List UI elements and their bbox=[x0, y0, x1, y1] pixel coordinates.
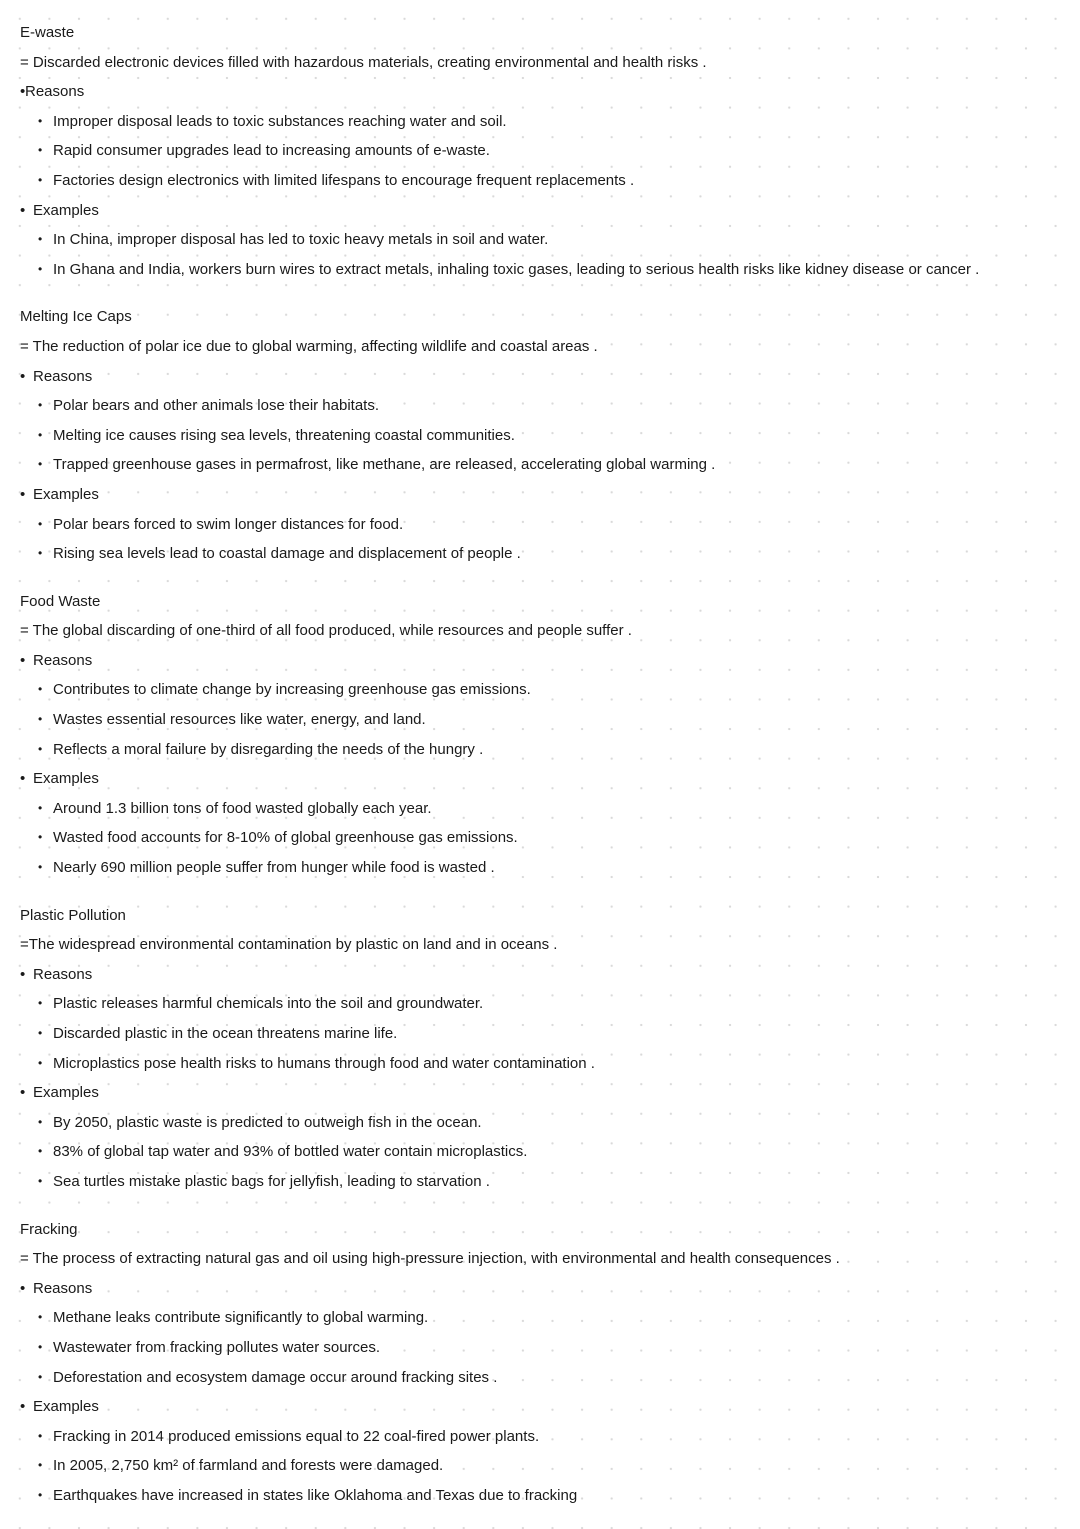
section-definition: = The process of extracting natural gas and oil using high-pressure injection, with environmental and health consequences . bbox=[20, 1250, 840, 1268]
examples-label: Examples bbox=[33, 485, 99, 503]
bullet-icon: • bbox=[38, 232, 43, 247]
reasons-label: Reasons bbox=[33, 651, 93, 669]
section-definition: =The widespread environmental contamination by plastic on land and in oceans . bbox=[20, 936, 558, 954]
bullet-icon: • bbox=[20, 965, 26, 983]
list-item bbox=[0, 989, 1080, 1019]
bullet-icon: • bbox=[38, 143, 43, 158]
list-item-text: Discarded plastic in the ocean threatens marine life. bbox=[53, 1025, 398, 1042]
reasons-label: Reasons bbox=[33, 965, 93, 983]
section-food-waste bbox=[0, 587, 1080, 883]
list-item bbox=[0, 391, 1080, 421]
list-item bbox=[0, 1451, 1080, 1481]
list-item bbox=[0, 1049, 1080, 1079]
bullet-icon: • bbox=[20, 83, 26, 101]
examples-heading bbox=[0, 1392, 1080, 1422]
list-item bbox=[0, 1167, 1080, 1197]
section-title: Fracking bbox=[20, 1220, 78, 1238]
bullet-icon: • bbox=[20, 651, 26, 669]
list-item bbox=[0, 1333, 1080, 1363]
bullet-icon: • bbox=[38, 546, 43, 561]
list-item bbox=[0, 421, 1080, 451]
reasons-label: Reasons bbox=[25, 83, 85, 101]
section-title: Food Waste bbox=[20, 592, 101, 610]
list-item-text: Polar bears forced to swim longer distances for food. bbox=[53, 515, 404, 533]
bullet-icon: • bbox=[38, 457, 43, 472]
bullet-icon: • bbox=[20, 1084, 26, 1102]
list-item-text: 83% of global tap water and 93% of bottled water contain microplastics. bbox=[53, 1143, 528, 1161]
section-fracking bbox=[0, 1215, 1080, 1511]
section-plastic-pollution bbox=[0, 901, 1080, 1197]
list-item-text: Deforestation and ecosystem damage occur around fracking sites . bbox=[53, 1368, 498, 1386]
bullet-icon: • bbox=[20, 1279, 26, 1297]
list-item-text: Rising sea levels lead to coastal damage and displacement of people . bbox=[53, 545, 521, 563]
bullet-icon: • bbox=[38, 113, 43, 128]
bullet-icon: • bbox=[38, 1428, 43, 1443]
bullet-icon: • bbox=[38, 741, 43, 756]
list-item bbox=[0, 1137, 1080, 1167]
section-definition: = The global discarding of one-third of all food produced, while resources and people suffer . bbox=[20, 622, 632, 640]
bullet-icon: • bbox=[20, 485, 26, 503]
bullet-icon: • bbox=[38, 516, 43, 531]
list-item-text: Nearly 690 million people suffer from hunger while food is wasted . bbox=[53, 859, 495, 877]
bullet-icon: • bbox=[20, 770, 26, 788]
bullet-icon: • bbox=[38, 427, 43, 442]
list-item bbox=[0, 1019, 1080, 1049]
examples-label: Examples bbox=[33, 770, 99, 788]
list-item-text: Improper disposal leads to toxic substances reaching water and soil. bbox=[53, 112, 507, 130]
section-definition: = Discarded electronic devices filled with hazardous materials, creating environmental and health risks . bbox=[20, 53, 707, 71]
list-item-text: In Ghana and India, workers burn wires to extract metals, inhaling toxic gases, leading to serious health risks like kidney disease or cancer . bbox=[53, 260, 980, 278]
list-item-text: Plastic releases harmful chemicals into the soil and groundwater. bbox=[53, 995, 484, 1013]
list-item-text: Rapid consumer upgrades lead to increasing amounts of e-waste. bbox=[53, 142, 490, 160]
list-item bbox=[0, 1108, 1080, 1138]
list-item bbox=[0, 675, 1080, 705]
list-item-text: Trapped greenhouse gases in permafrost, like methane, are released, accelerating global warming . bbox=[53, 456, 716, 474]
notes-page bbox=[0, 18, 1080, 1529]
bullet-icon: • bbox=[38, 1458, 43, 1473]
bullet-icon: • bbox=[38, 1339, 43, 1354]
list-item bbox=[0, 1481, 1080, 1511]
list-item-text: By 2050, plastic waste is predicted to outweigh fish in the ocean. bbox=[53, 1113, 482, 1131]
bullet-icon: • bbox=[38, 1144, 43, 1159]
list-item-text: In 2005, 2,750 km² of farmland and forests were damaged. bbox=[53, 1457, 444, 1475]
examples-heading bbox=[0, 764, 1080, 794]
list-item bbox=[0, 735, 1080, 765]
list-item-text: Melting ice causes rising sea levels, threatening coastal communities. bbox=[53, 426, 515, 444]
reasons-label: Reasons bbox=[33, 367, 93, 385]
list-item bbox=[0, 705, 1080, 735]
list-item-text: Sea turtles mistake plastic bags for jellyfish, leading to starvation . bbox=[53, 1172, 490, 1190]
list-item-text: Wasted food accounts for 8-10% of global greenhouse gas emissions. bbox=[53, 829, 518, 847]
list-item-text: Reflects a moral failure by disregarding the needs of the hungry . bbox=[53, 740, 484, 758]
list-item-text: Earthquakes have increased in states like Oklahoma and Texas due to fracking bbox=[53, 1486, 578, 1504]
list-item-text: Microplastics pose health risks to humans through food and water contamination . bbox=[53, 1054, 595, 1072]
bullet-icon: • bbox=[38, 1055, 43, 1070]
list-item bbox=[0, 107, 1080, 137]
reasons-label: Reasons bbox=[33, 1279, 93, 1297]
bullet-icon: • bbox=[38, 800, 43, 815]
reasons-heading bbox=[0, 77, 1080, 107]
bullet-icon: • bbox=[38, 1369, 43, 1384]
list-item bbox=[0, 166, 1080, 196]
list-item bbox=[0, 823, 1080, 853]
reasons-heading bbox=[0, 646, 1080, 676]
examples-heading bbox=[0, 480, 1080, 510]
list-item bbox=[0, 794, 1080, 824]
list-item-text: Wastewater from fracking pollutes water sources. bbox=[53, 1338, 381, 1356]
examples-label: Examples bbox=[33, 1084, 99, 1102]
list-item-text: In China, improper disposal has led to toxic heavy metals in soil and water. bbox=[53, 231, 549, 249]
section-definition: = The reduction of polar ice due to global warming, affecting wildlife and coastal areas . bbox=[20, 337, 598, 355]
list-item bbox=[0, 853, 1080, 883]
examples-label: Examples bbox=[33, 1398, 99, 1416]
reasons-heading bbox=[0, 960, 1080, 990]
list-item-text: Factories design electronics with limited lifespans to encourage frequent replacements . bbox=[53, 171, 635, 189]
list-item bbox=[0, 225, 1080, 255]
reasons-heading bbox=[0, 1274, 1080, 1304]
list-item-text: Wastes essential resources like water, energy, and land. bbox=[53, 711, 426, 729]
list-item-text: Methane leaks contribute significantly to global warming. bbox=[53, 1309, 429, 1327]
examples-label: Examples bbox=[33, 201, 99, 219]
bullet-icon: • bbox=[38, 398, 43, 413]
bullet-icon: • bbox=[20, 367, 26, 385]
list-item bbox=[0, 450, 1080, 480]
list-item bbox=[0, 1303, 1080, 1333]
list-item-text: Polar bears and other animals lose their habitats. bbox=[53, 397, 380, 415]
list-item-text: Around 1.3 billion tons of food wasted globally each year. bbox=[53, 799, 432, 817]
section-e-waste bbox=[0, 18, 1080, 284]
bullet-icon: • bbox=[20, 1398, 26, 1416]
examples-heading bbox=[0, 1078, 1080, 1108]
list-item bbox=[0, 539, 1080, 569]
bullet-icon: • bbox=[38, 1173, 43, 1188]
section-melting-ice-caps bbox=[0, 302, 1080, 568]
list-item bbox=[0, 1363, 1080, 1393]
list-item-text: Fracking in 2014 produced emissions equal to 22 coal-fired power plants. bbox=[53, 1427, 540, 1445]
list-item bbox=[0, 255, 1080, 285]
reasons-heading bbox=[0, 362, 1080, 392]
bullet-icon: • bbox=[38, 1026, 43, 1040]
list-item bbox=[0, 510, 1080, 540]
list-item bbox=[0, 1422, 1080, 1452]
bullet-icon: • bbox=[38, 172, 43, 187]
list-item bbox=[0, 136, 1080, 166]
bullet-icon: • bbox=[38, 860, 43, 875]
section-title: E-waste bbox=[20, 24, 75, 41]
list-item-text: Contributes to climate change by increasing greenhouse gas emissions. bbox=[53, 681, 531, 699]
bullet-icon: • bbox=[38, 261, 43, 276]
bullet-icon: • bbox=[20, 201, 26, 219]
section-title: Melting Ice Caps bbox=[20, 308, 132, 326]
bullet-icon: • bbox=[38, 830, 43, 845]
bullet-icon: • bbox=[38, 996, 43, 1011]
bullet-icon: • bbox=[38, 712, 43, 727]
bullet-icon: • bbox=[38, 1310, 43, 1325]
bullet-icon: • bbox=[38, 1114, 43, 1129]
bullet-icon: • bbox=[38, 1487, 43, 1502]
bullet-icon: • bbox=[38, 682, 43, 697]
section-title: Plastic Pollution bbox=[20, 906, 126, 924]
examples-heading bbox=[0, 196, 1080, 226]
